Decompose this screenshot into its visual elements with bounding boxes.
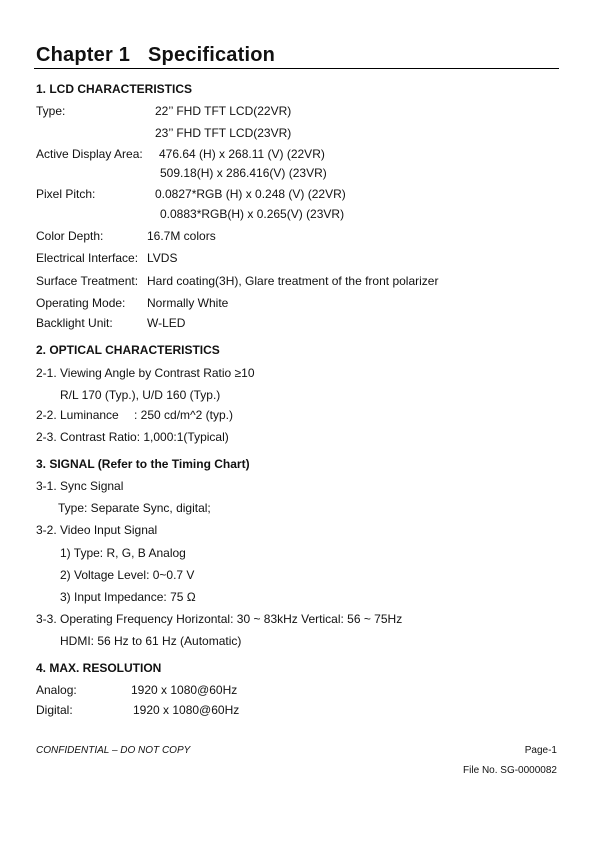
optical-heading: 2. OPTICAL CHARACTERISTICS (36, 343, 220, 357)
interface-label: Electrical Interface: (36, 251, 139, 265)
pitch-label: Pixel Pitch: (36, 187, 96, 201)
page-number: Page-1 (524, 745, 557, 756)
confidential-notice: CONFIDENTIAL – DO NOT COPY (36, 745, 191, 756)
lcd-heading: 1. LCD CHARACTERISTICS (36, 82, 193, 96)
surface-label: Surface Treatment: (36, 274, 139, 288)
hdmi-frequency: HDMI: 56 Hz to 61 Hz (Automatic) (60, 634, 242, 648)
depth-value: 16.7M colors (147, 229, 216, 243)
sync-signal: 3-1. Sync Signal (36, 479, 124, 493)
luminance-label: 2-2. Luminance (36, 408, 119, 422)
chapter-title: Specification (148, 44, 276, 66)
type-label: Type: (36, 104, 66, 118)
interface-value: LVDS (147, 251, 178, 265)
file-number: File No. SG-0000082 (463, 765, 557, 776)
mode-label: Operating Mode: (36, 296, 126, 310)
digital-label: Digital: (36, 703, 73, 717)
viewing-angle: 2-1. Viewing Angle by Contrast Ratio ≥10 (36, 366, 255, 380)
type-value-22vr: 22’’ FHD TFT LCD(22VR) (155, 104, 292, 118)
title-divider (34, 68, 559, 69)
depth-label: Color Depth: (36, 229, 104, 243)
digital-value: 1920 x 1080@60Hz (133, 703, 240, 717)
surface-value: Hard coating(3H), Glare treatment of the front polarizer (147, 274, 439, 288)
page-title (36, 44, 275, 67)
analog-value: 1920 x 1080@60Hz (131, 683, 238, 697)
resolution-heading: 4. MAX. RESOLUTION (36, 661, 162, 675)
luminance-value: : 250 cd/m^2 (typ.) (134, 408, 233, 422)
pitch-value-23vr: 0.0883*RGB(H) x 0.265(V) (23VR) (160, 207, 345, 221)
area-value-22vr: 476.64 (H) x 268.11 (V) (22VR) (159, 147, 325, 161)
chapter-number: Chapter 1 (36, 44, 131, 66)
video-impedance: 3) Input Impedance: 75 Ω (60, 590, 196, 604)
area-label: Active Display Area: (36, 147, 143, 161)
analog-label: Analog: (36, 683, 77, 697)
signal-heading: 3. SIGNAL (Refer to the Timing Chart) (36, 457, 250, 471)
viewing-angle-values: R/L 170 (Typ.), U/D 160 (Typ.) (60, 388, 221, 402)
backlight-label: Backlight Unit: (36, 316, 113, 330)
mode-value: Normally White (147, 296, 229, 310)
video-type: 1) Type: R, G, B Analog (60, 546, 186, 560)
video-input: 3-2. Video Input Signal (36, 523, 158, 537)
sync-type: Type: Separate Sync, digital; (58, 501, 211, 515)
area-value-23vr: 509.18(H) x 286.416(V) (23VR) (160, 166, 327, 180)
operating-frequency: 3-3. Operating Frequency Horizontal: 30 ~ 83kHz Vertical: 56 ~ 75Hz (36, 612, 403, 626)
contrast-ratio: 2-3. Contrast Ratio: 1,000:1(Typical) (36, 430, 229, 444)
type-value-23vr: 23’’ FHD TFT LCD(23VR) (155, 126, 292, 140)
pitch-value-22vr: 0.0827*RGB (H) x 0.248 (V) (22VR) (155, 187, 346, 201)
backlight-value: W-LED (147, 316, 186, 330)
video-voltage: 2) Voltage Level: 0~0.7 V (60, 568, 195, 582)
